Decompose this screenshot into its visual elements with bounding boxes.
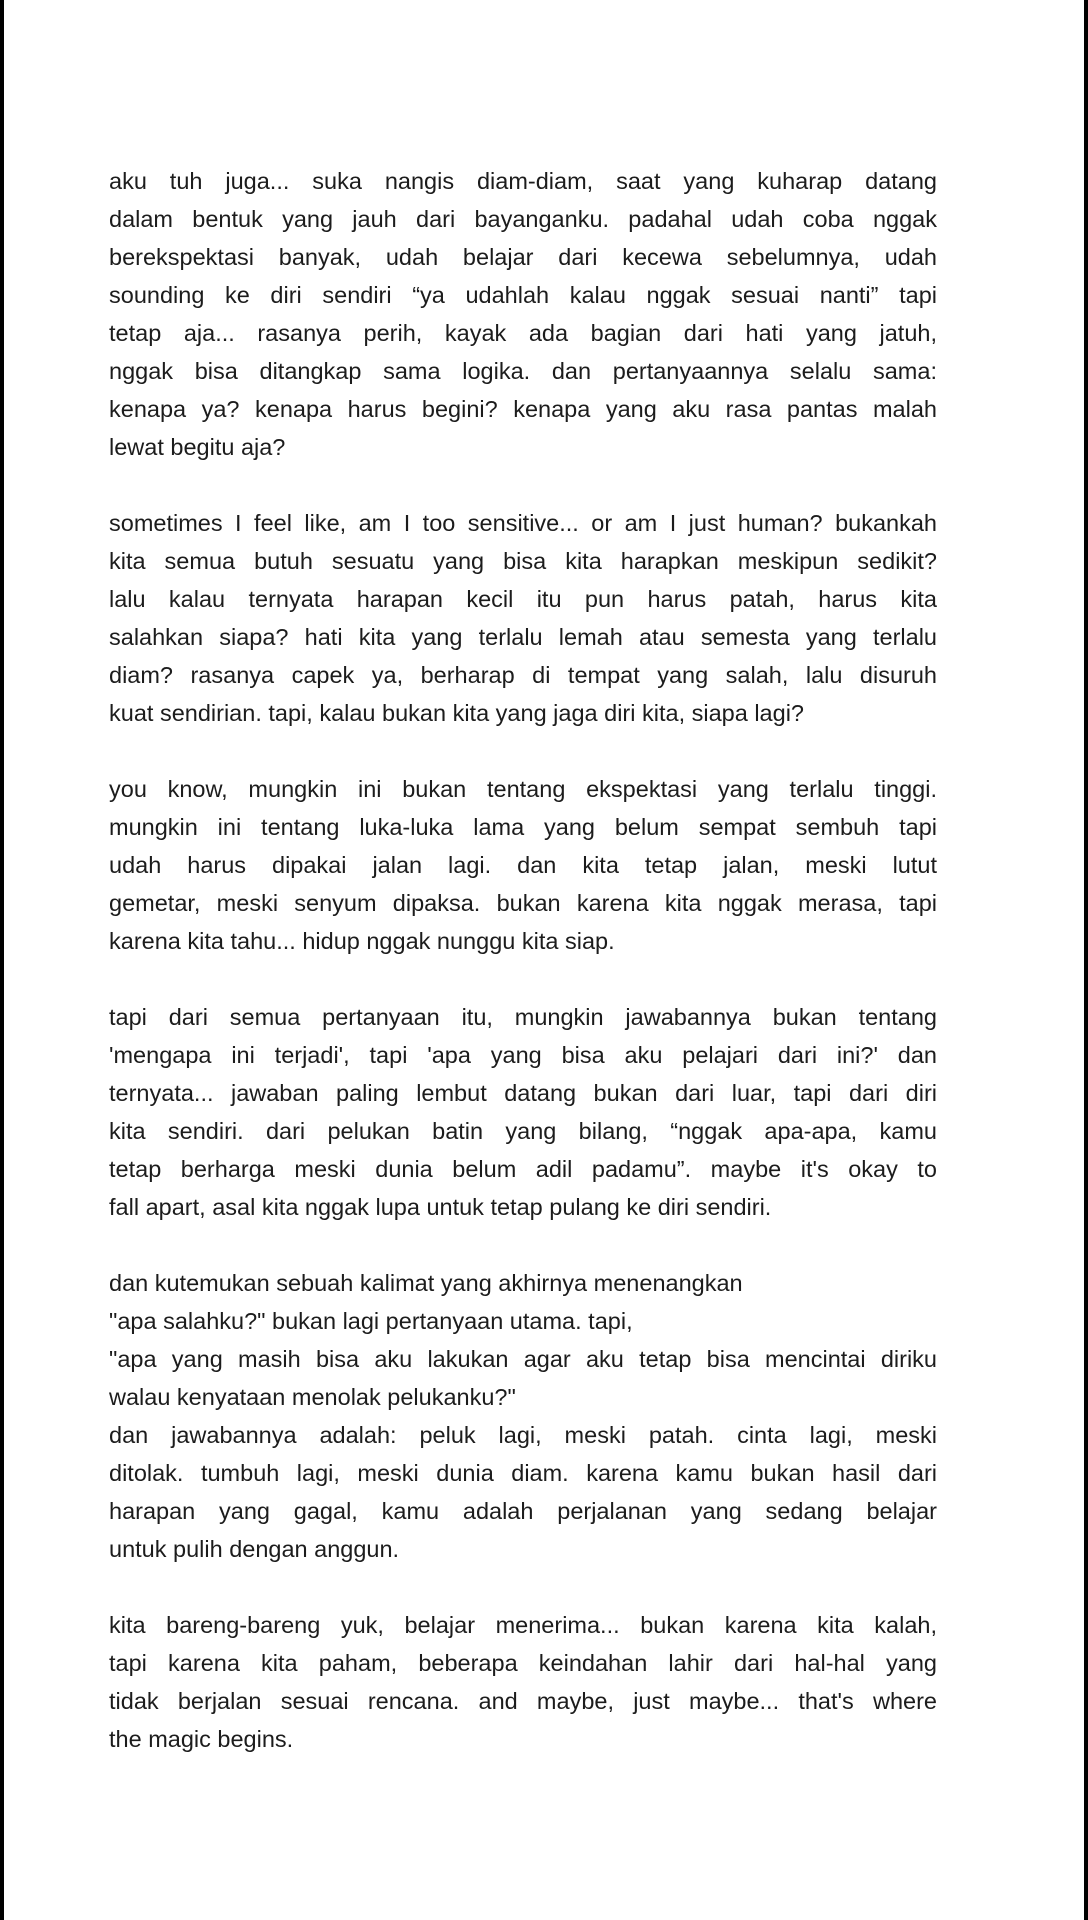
text-line: tetap aja... rasanya perih, kayak ada bagian dari hati yang jatuh, <box>109 320 937 346</box>
text-line: kenapa ya? kenapa harus begini? kenapa yang aku rasa pantas malah <box>109 396 937 422</box>
paragraph <box>109 998 937 1226</box>
right-border <box>1084 0 1088 1920</box>
text-line: sometimes I feel like, am I too sensitive... or am I just human? bukankah <box>109 510 937 536</box>
text-line: untuk pulih dengan anggun. <box>109 1536 400 1562</box>
text-line: the magic begins. <box>109 1726 294 1752</box>
text-line: dan jawabannya adalah: peluk lagi, meski patah. cinta lagi, meski <box>109 1422 937 1448</box>
text-line: lewat begitu aja? <box>109 434 286 460</box>
text-line: "apa salahku?" bukan lagi pertanyaan utama. tapi, <box>109 1308 633 1334</box>
text-line: ternyata... jawaban paling lembut datang bukan dari luar, tapi dari diri <box>109 1080 937 1106</box>
text-line: dan kutemukan sebuah kalimat yang akhirnya menenangkan <box>109 1270 743 1296</box>
text-line: berekspektasi banyak, udah belajar dari kecewa sebelumnya, udah <box>109 244 937 270</box>
text-line: you know, mungkin ini bukan tentang ekspektasi yang terlalu tinggi. <box>109 776 937 802</box>
paragraph <box>109 1264 937 1568</box>
text-line: 'mengapa ini terjadi', tapi 'apa yang bisa aku pelajari dari ini?' dan <box>109 1042 937 1068</box>
text-line: gemetar, meski senyum dipaksa. bukan karena kita nggak merasa, tapi <box>109 890 937 916</box>
text-line: kuat sendirian. tapi, kalau bukan kita yang jaga diri kita, siapa lagi? <box>109 700 804 726</box>
text-line: tidak berjalan sesuai rencana. and maybe, just maybe... that's where <box>109 1688 937 1714</box>
text-line: tapi karena kita paham, beberapa keindahan lahir dari hal-hal yang <box>109 1650 937 1676</box>
text-line: "apa yang masih bisa aku lakukan agar aku tetap bisa mencintai diriku <box>109 1346 937 1372</box>
text-line: udah harus dipakai jalan lagi. dan kita tetap jalan, meski lutut <box>109 852 937 878</box>
text-line: sounding ke diri sendiri “ya udahlah kalau nggak sesuai nanti” tapi <box>109 282 937 308</box>
text-line: diam? rasanya capek ya, berharap di tempat yang salah, lalu disuruh <box>109 662 937 688</box>
text-line: mungkin ini tentang luka-luka lama yang belum sempat sembuh tapi <box>109 814 937 840</box>
paragraph <box>109 162 937 466</box>
paragraph <box>109 770 937 960</box>
text-line: tapi dari semua pertanyaan itu, mungkin jawabannya bukan tentang <box>109 1004 937 1030</box>
text-line: karena kita tahu... hidup nggak nunggu kita siap. <box>109 928 615 954</box>
text-line: tetap berharga meski dunia belum adil padamu”. maybe it's okay to <box>109 1156 937 1182</box>
text-line: kita semua butuh sesuatu yang bisa kita harapkan meskipun sedikit? <box>109 548 937 574</box>
paragraph <box>109 504 937 732</box>
text-line: harapan yang gagal, kamu adalah perjalanan yang sedang belajar <box>109 1498 937 1524</box>
text-line: kita sendiri. dari pelukan batin yang bilang, “nggak apa-apa, kamu <box>109 1118 937 1144</box>
left-border <box>0 0 4 1920</box>
text-line: dalam bentuk yang jauh dari bayanganku. padahal udah coba nggak <box>109 206 937 232</box>
text-line: ditolak. tumbuh lagi, meski dunia diam. karena kamu bukan hasil dari <box>109 1460 937 1486</box>
text-line: salahkan siapa? hati kita yang terlalu lemah atau semesta yang terlalu <box>109 624 937 650</box>
text-line: kita bareng-bareng yuk, belajar menerima... bukan karena kita kalah, <box>109 1612 937 1638</box>
text-line: nggak bisa ditangkap sama logika. dan pertanyaannya selalu sama: <box>109 358 937 384</box>
text-line: fall apart, asal kita nggak lupa untuk tetap pulang ke diri sendiri. <box>109 1194 772 1220</box>
document-body <box>109 162 937 1796</box>
text-line: aku tuh juga... suka nangis diam-diam, saat yang kuharap datang <box>109 168 937 194</box>
paragraph <box>109 1606 937 1758</box>
text-line: lalu kalau ternyata harapan kecil itu pun harus patah, harus kita <box>109 586 937 612</box>
text-line: walau kenyataan menolak pelukanku?" <box>109 1384 516 1410</box>
